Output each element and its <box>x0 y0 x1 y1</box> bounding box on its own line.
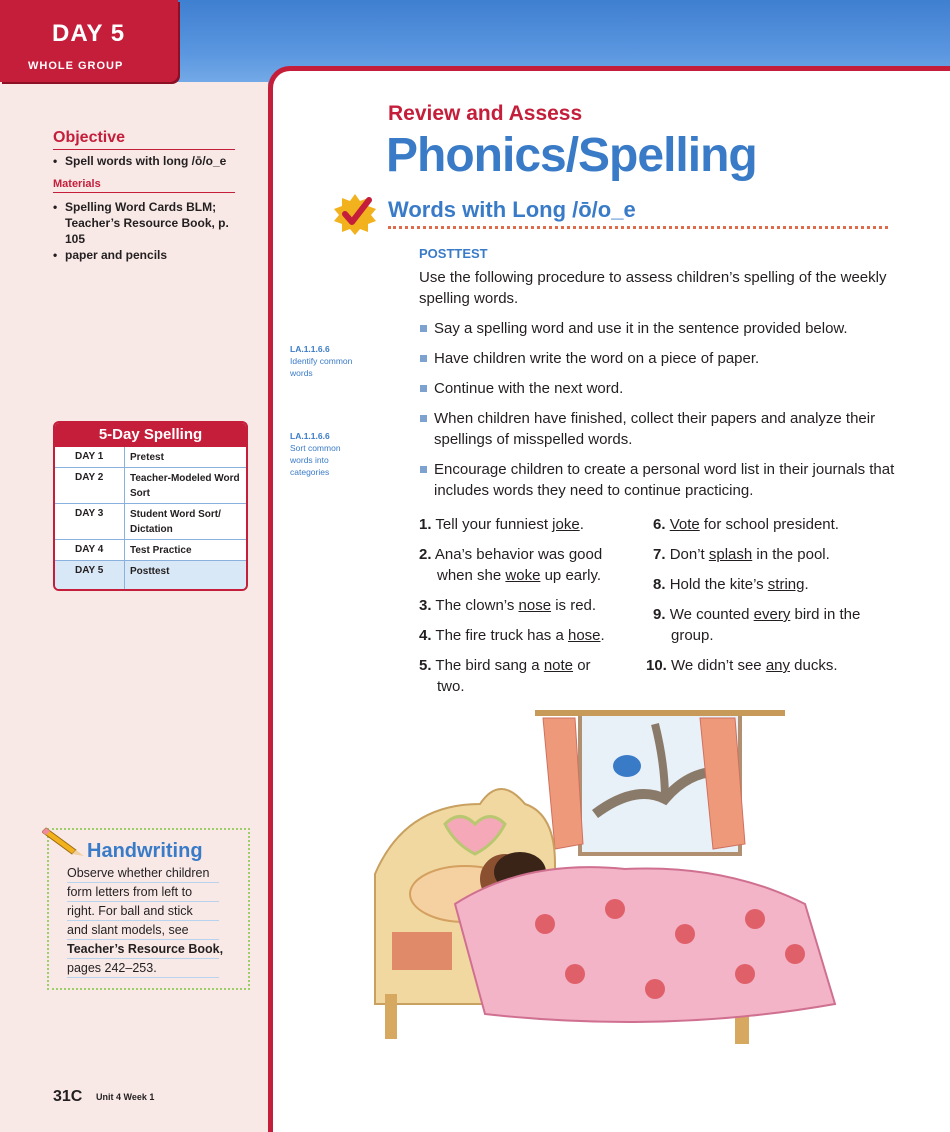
handwriting-line: right. For ball and stick <box>67 902 219 921</box>
standard-note <box>290 430 360 478</box>
posttest-heading: POSTTEST <box>419 246 488 261</box>
unit-label: Unit 4 Week 1 <box>96 1092 155 1102</box>
table-task: Student Word Sort/ Dictation <box>130 509 221 535</box>
table-task: Test Practice <box>130 545 192 556</box>
sentence-item <box>419 595 629 616</box>
sentence-text: The bird sang a <box>435 657 544 674</box>
handwriting-line: form letters from left to <box>67 883 219 902</box>
sentence-text: Hold the kite’s <box>669 576 768 593</box>
sentence-text: is red. <box>551 597 597 614</box>
sentence-text: The clown’s <box>435 597 519 614</box>
table-day: DAY 2 <box>55 468 125 503</box>
list-item: Encourage children to create a personal word list in their journals that includes words they need to continue practicing. <box>419 459 899 501</box>
table-day: DAY 1 <box>55 447 125 467</box>
kicker-heading: Review and Assess <box>388 102 583 125</box>
sentence-number: 4. <box>419 627 432 644</box>
objective-item: • Spell words with long /ō/o_e <box>53 153 238 169</box>
sentence-text: Don’t <box>669 546 709 563</box>
list-item: When children have finished, collect their papers and analyze their spellings of misspelled words. <box>419 408 899 450</box>
sentence-text: Ana’s behavior was good when she <box>434 546 603 584</box>
table-row <box>55 540 246 561</box>
spelling-word: note <box>543 657 574 674</box>
sentence-text: for school president. <box>699 516 839 533</box>
spelling-word: joke <box>552 516 580 533</box>
standard-code: LA.1.1.6.6 <box>290 431 330 441</box>
objective-heading: Objective <box>53 129 235 150</box>
spelling-word: Vote <box>669 516 700 533</box>
table-day: DAY 3 <box>55 504 125 539</box>
sentence-number: 9. <box>653 606 666 623</box>
handwriting-title: Handwriting <box>87 840 203 862</box>
sentence-text: ducks. <box>790 657 838 674</box>
sentence-text: up early. <box>540 567 602 584</box>
sentence-number: 6. <box>653 516 666 533</box>
sentence-text: in the pool. <box>752 546 830 563</box>
page-number: 31C <box>53 1088 83 1105</box>
table-task: Teacher-Modeled Word Sort <box>130 473 240 499</box>
handwriting-text <box>67 864 224 978</box>
sentence-text: bird in the group. <box>671 606 861 644</box>
procedure-list <box>419 318 899 510</box>
sentence-number: 7. <box>653 546 666 563</box>
handwriting-line: and slant models, see <box>67 921 219 940</box>
table-task: Pretest <box>130 452 164 463</box>
page-title: Phonics/Spelling <box>386 129 757 182</box>
checkmark-badge-icon <box>333 192 377 236</box>
sentence-number: 8. <box>653 576 666 593</box>
sentence-number: 10. <box>646 657 667 674</box>
spelling-schedule-table <box>53 421 248 591</box>
sentence-item <box>646 655 886 676</box>
handwriting-line: pages 242–253. <box>67 959 219 978</box>
spelling-word: every <box>753 606 791 623</box>
standard-text: Identify common words <box>290 356 353 378</box>
table-row <box>55 447 246 468</box>
materials-item: • Spelling Word Cards BLM; Teacher’s Resource Book, p. 105 <box>53 199 238 247</box>
pencil-icon <box>42 824 86 858</box>
sleeping-girl-illustration <box>365 704 885 1059</box>
day-tab <box>0 0 178 82</box>
sentence-item <box>419 655 619 697</box>
handwriting-line: Teacher’s Resource Book, <box>67 940 219 959</box>
sentence-text: We counted <box>669 606 754 623</box>
dotted-divider <box>388 226 888 229</box>
spelling-table-title: 5-Day Spelling <box>55 423 246 447</box>
sentence-text: The fire truck has a <box>435 627 568 644</box>
standard-text: Sort common words into categories <box>290 443 341 477</box>
materials-item: • paper and pencils <box>53 247 238 263</box>
list-item: Say a spelling word and use it in the sentence provided below. <box>419 318 899 339</box>
list-item: Continue with the next word. <box>419 378 899 399</box>
sentence-number: 3. <box>419 597 432 614</box>
group-label: WHOLE GROUP <box>28 60 124 72</box>
spelling-word: any <box>765 657 790 674</box>
intro-text: Use the following procedure to assess children’s spelling of the weekly spelling words. <box>419 269 887 307</box>
sentence-item <box>419 514 629 535</box>
spelling-word: splash <box>708 546 753 563</box>
spelling-word: hose <box>567 627 601 644</box>
table-row <box>55 504 246 540</box>
sentence-text: . <box>804 576 809 593</box>
standard-note <box>290 343 360 379</box>
table-task: Posttest <box>130 566 170 577</box>
sentence-number: 2. <box>419 546 432 563</box>
sentence-text: . <box>579 516 584 533</box>
sentence-item <box>653 604 888 646</box>
materials-heading: Materials <box>53 178 235 193</box>
objective-list <box>53 153 238 169</box>
day-label: DAY 5 <box>52 20 126 47</box>
list-item: Have children write the word on a piece of paper. <box>419 348 899 369</box>
spelling-word: string <box>767 576 805 593</box>
sentence-text: Tell your funniest <box>435 516 553 533</box>
sentence-item <box>419 544 619 586</box>
sentence-text: We didn’t see <box>671 657 766 674</box>
sentence-text: . <box>600 627 605 644</box>
sentence-number: 5. <box>419 657 432 674</box>
table-day: DAY 5 <box>55 561 125 591</box>
table-row <box>55 468 246 504</box>
sentence-item <box>653 544 883 565</box>
spelling-word: nose <box>518 597 552 614</box>
materials-list <box>53 199 238 263</box>
table-day: DAY 4 <box>55 540 125 560</box>
handwriting-line: Observe whether children <box>67 864 219 883</box>
sentence-item <box>419 625 629 646</box>
spelling-word: woke <box>505 567 541 584</box>
table-row <box>55 561 246 591</box>
sentence-item <box>653 514 883 535</box>
sentence-number: 1. <box>419 516 432 533</box>
sentence-text: or two. <box>437 657 591 695</box>
sentence-item <box>653 574 883 595</box>
section-subtitle: Words with Long /ō/o_e <box>388 197 636 222</box>
standard-code: LA.1.1.6.6 <box>290 344 330 354</box>
